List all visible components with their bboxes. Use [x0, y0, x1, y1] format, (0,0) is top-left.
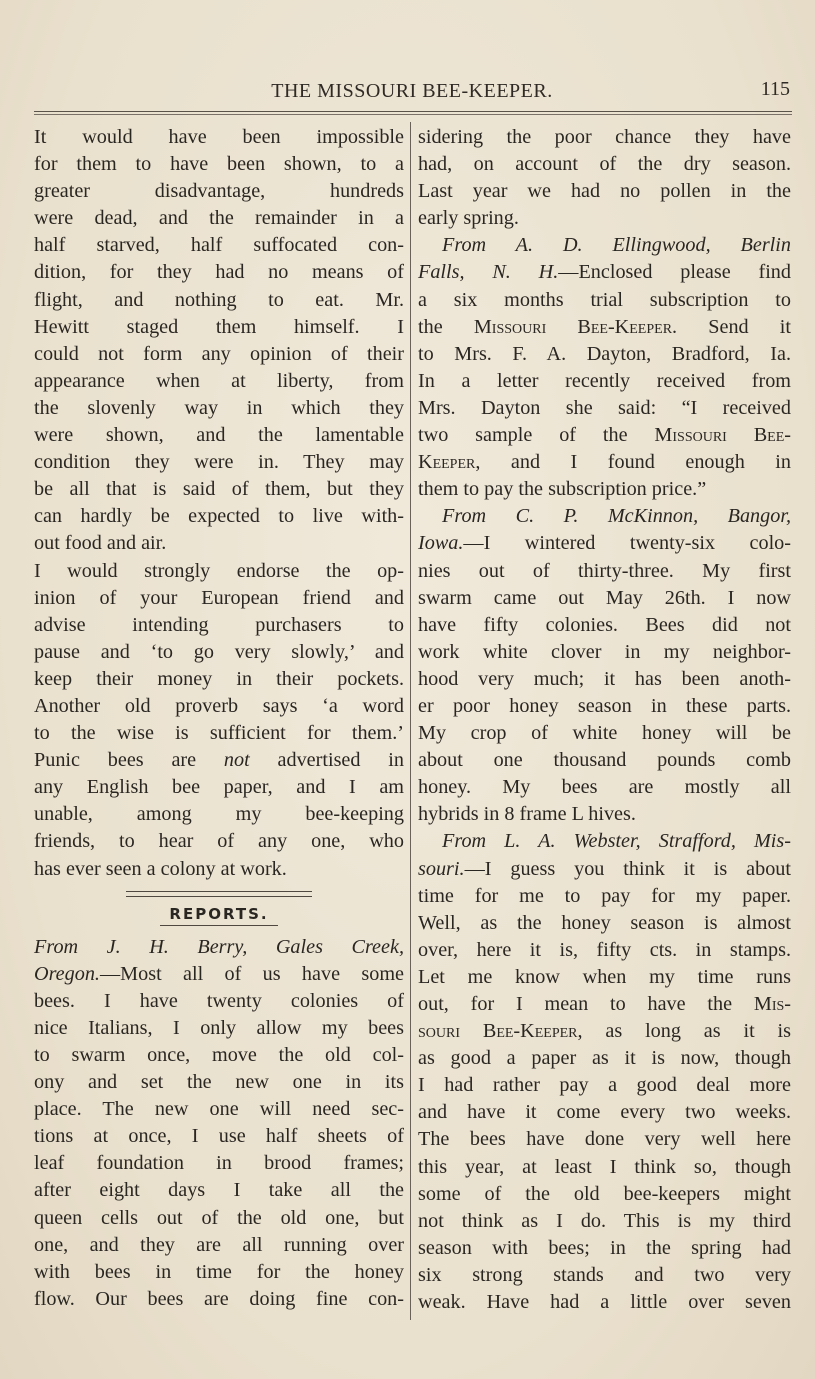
text-line: I had rather pay a good deal more: [418, 1074, 791, 1097]
text-line: nies out of thirty-three. My first: [418, 559, 791, 582]
text-line: keep their money in their pockets.: [34, 667, 404, 690]
journal-title: THE MISSOURI BEE-KEEPER.: [271, 80, 553, 102]
text-line: any English bee paper, and I am: [34, 776, 404, 799]
header-rule: [34, 111, 792, 112]
report-berry: [34, 934, 404, 1313]
text-line: flow. Our bees are doing fine con-: [34, 1287, 404, 1310]
text-line: Last year we had no pollen in the: [418, 180, 791, 203]
text-line: this year, at least I think so, though: [418, 1155, 791, 1178]
text-line: I would strongly endorse the op-: [34, 559, 404, 582]
text-line: work white clover in my neighbor-: [418, 640, 791, 663]
text-line: two sample of the Missouri Bee-: [418, 424, 791, 447]
text-line: Mrs. Dayton she said: “I received: [418, 396, 791, 419]
text-line: hood very much; it has been anoth-: [418, 667, 791, 690]
paragraph-continuation: [34, 124, 404, 558]
report-byline: From J. H. Berry, Gales Creek,: [34, 935, 404, 958]
text-line: bees. I have twenty colonies of: [34, 989, 404, 1012]
left-column: [34, 124, 404, 1313]
text-line: out, for I mean to have the Mis-: [418, 993, 791, 1015]
text-line: leaf foundation in brood frames;: [34, 1152, 404, 1175]
text-line: er poor honey season in these parts.: [418, 694, 791, 717]
text-line: half starved, half suffocated con-: [34, 234, 404, 257]
text-line: greater disadvantage, hundreds: [34, 180, 404, 203]
text-line: Falls, N. H.—Enclosed please find: [418, 261, 791, 284]
section-separator: [126, 891, 312, 897]
page-number: 115: [760, 78, 790, 100]
report-webster: [418, 828, 791, 1316]
text-line: some of the old bee-keepers might: [418, 1182, 791, 1205]
text-line: were shown, and the lamentable: [34, 424, 404, 447]
text-line: to swarm once, move the old col-: [34, 1044, 404, 1066]
text-line: In a letter recently received from: [418, 369, 791, 392]
report-byline: From A. D. Ellingwood, Berlin: [442, 234, 791, 257]
text-line: time for me to pay for my paper.: [418, 884, 791, 907]
text-line: sidering the poor chance they have: [418, 126, 791, 148]
report-mckinnon: [418, 503, 791, 828]
text-line: It would have been impossible: [34, 126, 404, 148]
text-line: the Missouri Bee-Keeper. Send it: [418, 315, 791, 338]
text-line: can hardly be expected to live with-: [34, 505, 404, 528]
text-line: one, and they are all running over: [34, 1233, 404, 1256]
text-line: friends, to hear of any one, who: [34, 830, 404, 853]
text-line: pause and ‘to go very slowly,’ and: [34, 640, 404, 663]
column-divider: [410, 122, 411, 1320]
text-line: to Mrs. F. A. Dayton, Bradford, Ia.: [418, 342, 791, 365]
text-line: six strong stands and two very: [418, 1263, 791, 1286]
text-line: hybrids in 8 frame L hives.: [418, 803, 636, 826]
text-line: could not form any opinion of their: [34, 342, 404, 365]
text-line: for them to have been shown, to a: [34, 153, 404, 176]
text-line: nice Italians, I only allow my bees: [34, 1016, 404, 1039]
paragraph-endorse: [34, 558, 404, 883]
report-ellingwood: [418, 232, 791, 503]
text-line: with bees in time for the honey: [34, 1260, 404, 1283]
text-line: weak. Have had a little over seven: [418, 1291, 791, 1314]
text-line: early spring.: [418, 207, 519, 230]
text-line: queen cells out of the old one, but: [34, 1206, 404, 1229]
text-line: the slovenly way in which they: [34, 396, 404, 419]
text-line: ony and set the new one in its: [34, 1071, 404, 1094]
report-berry-continued: [418, 124, 791, 232]
text-line: Well, as the honey season is almost: [418, 911, 791, 934]
text-line: after eight days I take all the: [34, 1179, 404, 1202]
text-line: souri.—I guess you think it is about: [418, 857, 791, 880]
text-line: condition they were in. They may: [34, 451, 404, 474]
text-line: had, on account of the dry season.: [418, 153, 791, 176]
report-byline: From L. A. Webster, Strafford, Mis-: [442, 830, 791, 853]
text-line: honey. My bees are mostly all: [418, 776, 791, 799]
text-line: to the wise is sufficient for them.’: [34, 722, 404, 745]
text-line: were dead, and the remainder in a: [34, 207, 404, 230]
text-line: appearance when at liberty, from: [34, 369, 404, 392]
text-line: souri Bee-Keeper, as long as it is: [418, 1020, 791, 1043]
text-line: swarm came out May 26th. I now: [418, 586, 791, 609]
text-line: season with bees; in the spring had: [418, 1236, 791, 1259]
text-line: tions at once, I use half sheets of: [34, 1125, 404, 1148]
text-line: Keeper, and I found enough in: [418, 451, 791, 474]
text-line: Another old proverb says ‘a word: [34, 694, 404, 717]
text-line: out food and air.: [34, 532, 167, 555]
text-line: as good a paper as it is now, though: [418, 1047, 791, 1070]
text-line: The bees have done very well here: [418, 1128, 791, 1151]
text-line: Oregon.—Most all of us have some: [34, 962, 404, 985]
text-line: have fifty colonies. Bees did not: [418, 613, 791, 636]
right-column: [418, 124, 791, 1316]
text-line: dition, for they had no means of: [34, 261, 404, 284]
text-line: a six months trial subscription to: [418, 288, 791, 311]
section-heading-rule: [160, 925, 278, 926]
text-line: has ever seen a colony at work.: [34, 857, 287, 880]
running-header: [32, 76, 792, 110]
text-line: Hewitt staged them himself. I: [34, 315, 404, 338]
report-byline: From C. P. McKinnon, Bangor,: [442, 505, 791, 528]
text-line: over, here it is, fifty cts. in stamps.: [418, 938, 791, 961]
text-line: place. The new one will need sec-: [34, 1098, 404, 1121]
text-line: and have it come every two weeks.: [418, 1101, 791, 1124]
text-line: about one thousand pounds comb: [418, 749, 791, 772]
text-line: flight, and nothing to eat. Mr.: [34, 288, 404, 311]
text-line: not think as I do. This is my third: [418, 1209, 791, 1232]
text-line: Let me know when my time runs: [418, 965, 791, 988]
text-line: unable, among my bee-keeping: [34, 803, 404, 826]
text-line: be all that is said of them, but they: [34, 478, 404, 501]
header-rule-secondary: [34, 114, 792, 115]
text-line: inion of your European friend and: [34, 586, 404, 609]
text-line: Iowa.—I wintered twenty-six colo-: [418, 532, 791, 555]
section-heading: REPORTS.: [169, 904, 269, 923]
text-line: advise intending purchasers to: [34, 613, 404, 636]
text-line: Punic bees are not advertised in: [34, 749, 404, 772]
text-line: My crop of white honey will be: [418, 722, 791, 745]
text-line: them to pay the subscription price.”: [418, 478, 707, 501]
